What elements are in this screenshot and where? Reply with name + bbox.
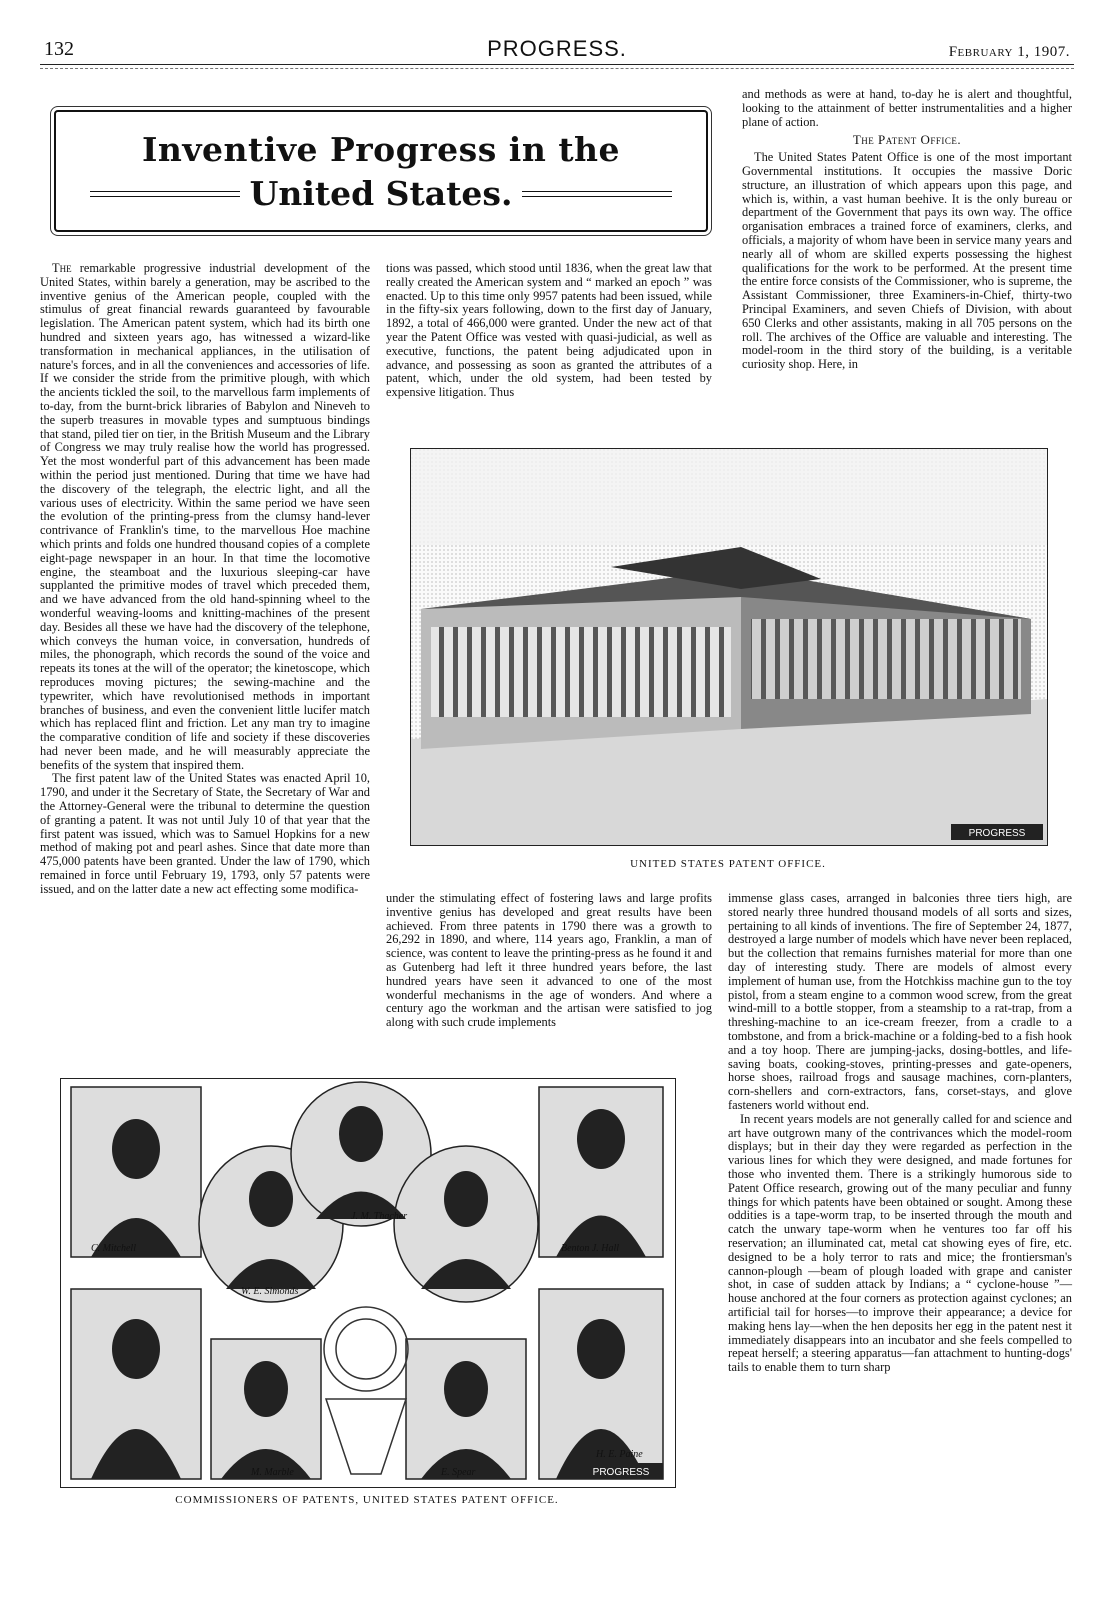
section-heading-patent-office: The Patent Office.	[852, 132, 962, 148]
article-title-line1: Inventive Progress in the	[141, 130, 621, 169]
column-middle-top	[386, 262, 712, 400]
column-left	[40, 262, 370, 897]
patent-office-photo	[410, 448, 1048, 846]
paragraph: under the stimulating effect of fostering laws and large profits inventive genius has developed and great results have been achieved. From three patents in 1790 there was a growth to 26,292 in 1890, and where, 114 years ago, Franklin, a man of science, was content to leave the printing-press as he found it and as Gutenberg had left it three hundred years before, the last hundred years have seen it advanced to one of the most wonderful mechanisms in the age of wonders. And where a century ago the workman and the artisan were satisfied to jog along with such crude implements	[386, 891, 712, 1030]
header-rule-2	[40, 68, 1074, 69]
paragraph: tions was passed, which stood until 1836, when the great law that really created the American system and “ marked an epoch ” was enacted. Up to this time only 9957 patents had been issued, while in the fifty-six years following, down to the first day of January, 1892, a total of 466,000 were granted. Under the new act of that year the Patent Office was vested with quasi-judicial, as well as executive, functions, the patent being adjudicated upon in advance, and possessing as soon as granted the attributes of a patent, which, under the old system, had been tested by expensive litigation. Thus	[386, 261, 712, 400]
paragraph: immense glass cases, arranged in balconies three tiers high, are stored nearly three hundred thousand models of all sorts and sizes, pertaining to all kinds of inventions. The fire of September 24, 1877, destroyed a large number of models which have never been replaced, but the collection that remains furnishes material for more than one day of interesting study. There are models of almost every implement of human use, from the Hotchkiss machine gun to the toy pistol, from a steam engine to a common wood screw, from the great wind-mill to a bottle stopper, from a steamship to a rat-trap, from a threshing-machine to an ice-cream freezer, from a cradle to a tombstone, and from a brick-machine or a folding-bed to a fish hook and a toy hoop. There are jumping-jacks, dosing-bottles, and life-saving boats, cooking-stoves, printing-presses and gate-openers, horse shoes, railroad frogs and sausage machines, corn-planters, corn-shellers and corn-extractors, fans, corset-stays, and glove fasteners world without end.	[728, 891, 1072, 1112]
masthead: PROGRESS.	[487, 36, 627, 61]
lead-word: The	[52, 261, 72, 275]
signature: M. Marble	[251, 1467, 294, 1478]
column-right-top	[742, 88, 1072, 372]
column-right-bottom	[728, 892, 1072, 1375]
paragraph: and methods as were at hand, to-day he is alert and thoughtful, looking to the attainment of better instrumentalities and a higher plane of action.	[742, 87, 1072, 129]
portraits-illustration	[61, 1079, 675, 1487]
paragraph: In recent years models are not generally called for and science and art have outgrown many of the contrivances which the model-room displays; but in their day they were regarded as perfection in the various lines for which they were designed, and made fortunes for those who invented them. There is a strikingly humorous side to Patent Office research, growing out of the many peculiar and funny things for which patents have been obtained or sought. Among these oddities is a tape-worm trap, to be inserted through the mouth and catch the unwary tape-worm when he ventures too far off his reservation; an illuminated cat, metal cat showing eyes of fire, etc. designed to be a holy terror to rats and mice; the frontiersman's cannon-plough —beam of plough loaded with grape and canister shot, in case of sudden attack by Indians; a “ cyclone-house ”—house anchored at the four corners as protection against cyclones; an artificial tail for horses—to improve their appearance; a device for making hens lay—when the hen deposits her egg in the patent nest it immediately disappears into an incubator and she feels compelled to repeat herself; a steering apparatus—fan attachment to hunting-dogs' tails to enable them to turn sharp	[728, 1111, 1072, 1375]
header-rule	[40, 64, 1074, 65]
photo-watermark: PROGRESS	[968, 828, 1026, 839]
photo-caption: UNITED STATES PATENT OFFICE.	[630, 858, 826, 870]
patent-office-building-illustration	[411, 449, 1047, 845]
commissioners-portraits	[60, 1078, 676, 1488]
signature: W. E. Simonds	[241, 1286, 299, 1297]
signature: C. Mitchell	[91, 1243, 136, 1254]
page-number: 132	[44, 38, 74, 60]
signature: H. E. Paine	[596, 1449, 643, 1460]
paragraph: The first patent law of the United States was enacted April 10, 1790, and under it the Secretary of State, the Secretary of War and the Attorney-General were the tribunal to determine the question of granting a patent. It was not until July 10 of that year that the first patent was issued, which was to Samuel Hopkins for a new method of making pot and pearl ashes. Since that date more than 475,000 patents have been granted. Under the law of 1790, which remained in force until February 19, 1793, only 57 patents were issued, and on the latter date a new act effecting some modifica-	[40, 771, 370, 896]
article-title-box	[54, 110, 708, 232]
paragraph: remarkable progressive industrial development of the United States, within barely a generation, may be ascribed to the inventive genius of the American people, coupled with the stimulus of great financial rewards guaranteed by favourable legislation. The American patent system, which had its birth one hundred and sixteen years ago, has witnessed a wizard-like transformation in mechanical appliances, in the utilisation of nature's forces, and in all the conveniences and accessories of life. If we consider the stride from the primitive plough, with which the ancients tickled the soil, to the marvellous farm implements of to-day, from the burnt-brick libraries of Babylon and Nineveh to the superb treasures in movable types and sumptuous bindings that stand, piled tier on tier, in the British Museum and the Library of Congress we may truly realise how the world has progressed. Yet the most wonderful part of this advancement has been made within the period just mentioned. During that time we have had the discovery of the telegraph, the electric light, and all the various uses of electricity. Within the same period we have seen the evolution of the printing-press from the clumsy hand-lever contrivance of Franklin's time, to the marvellous Hoe machine which prints and folds one hundred thousand copies of a complete eight-page newspaper in an hour. In that time the locomotive engine, the steamboat and the luxurious sleeping-car have supplanted the primitive modes of travel which preceded them, and we have advanced from the old hand-spinning wheel to the wonderful weaving-looms and knitting-machines of the present day. Besides all these we have had the discovery of the telephone, which conveys the human voice, in conversation, hundreds of miles, the phonograph, which records the sound of the voice and repeats its tones at the will of the operator; the kinetoscope, which reproduces moving pictures; the sewing-machine and the typewriter, which have revolutionised methods in important branches of business, and even the convenient little lucifer match which has replaced flint and friction. Let any man try to imagine the comparative condition of life and society if these discoveries had never been made, and he will measurably appreciate the benefits of the system that inspired them.	[40, 261, 370, 772]
article-title-row	[56, 174, 706, 213]
signature: E. Spear	[441, 1467, 476, 1478]
signature: Benton J. Hall	[561, 1243, 620, 1254]
article-title-line2: United States.	[249, 174, 513, 213]
title-ornament-right	[522, 191, 672, 197]
portraits-watermark: PROGRESS	[592, 1467, 650, 1478]
title-ornament-left	[90, 191, 240, 197]
portraits-caption: COMMISSIONERS OF PATENTS, UNITED STATES PATENT OFFICE.	[175, 1494, 559, 1506]
signature: J. M. Thacher	[351, 1211, 408, 1222]
column-middle-bottom	[386, 892, 712, 1030]
paragraph: The United States Patent Office is one of the most important Governmental institutions. It occupies the massive Doric structure, an illustration of which appears upon this page, and which is, within, a vast human beehive. It is the only bureau or department of the Government that pays its own way. The office organisation embraces a trained force of examiners, clerks, and officials, a majority of whom have been in service many years and nearly all of whom are skilled experts possessing the highest qualifications for the work to be performed. At the present time the entire force consists of the Commissioner, who is supreme, the Assistant Commissioner, three Examiners-in-Chief, thirty-two Principal Examiners, and seven Chiefs of Division, with about 650 Clerks and other assistants, making in all 705 persons on the roll. The archives of the Office are valuable and interesting. The model-room in the third story of the building, is a veritable curiosity shop. Here, in	[742, 150, 1072, 372]
issue-date: February 1, 1907.	[948, 44, 1070, 60]
